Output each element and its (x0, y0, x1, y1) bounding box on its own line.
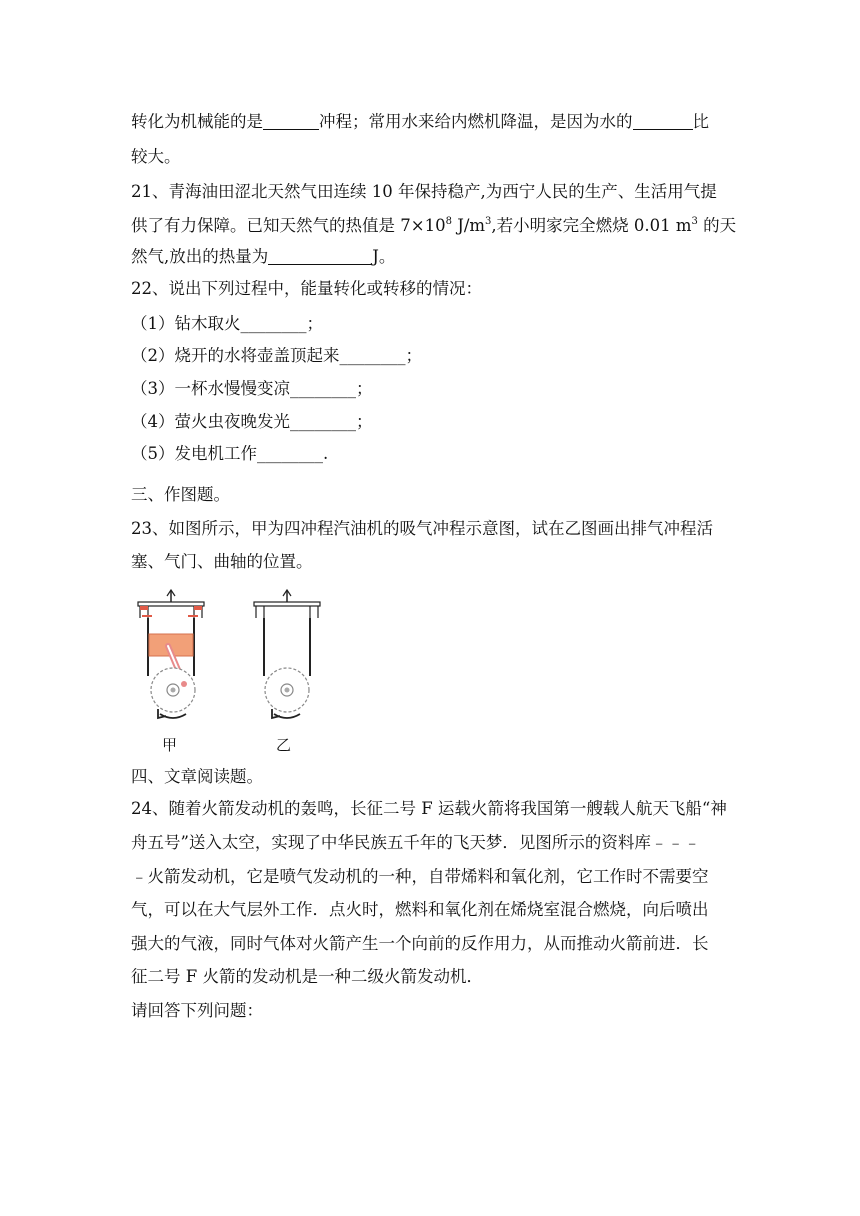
section-3-heading: 三、作图题。 (131, 485, 230, 504)
engine-jia (138, 590, 204, 718)
q23-line-2: 塞、气门、曲轴的位置。 (131, 552, 313, 571)
section-4-heading: 四、文章阅读题。 (131, 767, 263, 786)
q21-text-e: 然气,放出的热量为 (131, 247, 269, 266)
q20-text-c: 比 (692, 112, 709, 131)
q20-line-2: 较大。 (131, 147, 181, 166)
q22-item-5-end: . (323, 444, 329, 463)
engine-diagram (128, 588, 368, 756)
q22-item-4-end: ； (356, 412, 373, 431)
q22-item-1-end: ； (306, 314, 323, 333)
q22-item-2-label: （2）烧开的水将壶盖顶起来 (131, 346, 340, 365)
q24-line-1: 24、随着火箭发动机的轰鸣，长征二号 F 运载火箭将我国第一艘载人航天飞船“神 (131, 799, 727, 818)
q22-item-5 (131, 443, 328, 465)
q24-line-2: 舟五号”送入太空，实现了中华民族五千年的飞天梦．见图所示的资料库﹣﹣﹣ (131, 833, 701, 852)
q21-text-f: J。 (372, 247, 396, 266)
q24-line-5: 强大的气液，同时气体对火箭产生一个向前的反作用力，从而推动火箭前进．长 (131, 934, 709, 953)
q21-text-c: ,若小明家完全燃烧 0.01 m (491, 216, 692, 235)
q21-text-d: 的天 (697, 216, 737, 235)
q21-line-1: 21、青海油田涩北天然气田连续 10 年保持稳产,为西宁人民的生产、生活用气提 (131, 182, 717, 201)
engine-figure (128, 588, 368, 756)
q24-line-4: 气，可以在大气层外工作．点火时，燃料和氧化剂在烯烧室混合燃烧，向后喷出 (131, 900, 709, 919)
q22-item-2-end: ； (405, 346, 422, 365)
q23-line-1: 23、如图所示，甲为四冲程汽油机的吸气冲程示意图，试在乙图画出排气冲程活 (131, 519, 713, 538)
q22-item-5-label: （5）发电机工作 (131, 444, 257, 463)
q24-line-7: 请回答下列问题： (131, 1001, 263, 1020)
q22-stem: 22、说出下列过程中，能量转化或转移的情况： (131, 279, 482, 298)
q21-exp-2: 3 (485, 216, 492, 227)
q21-blank[interactable] (268, 248, 372, 265)
q20-blank-2[interactable] (633, 113, 693, 130)
q24-line-3: ﹣火箭发动机，它是喷气发动机的一种，自带烯料和氧化剂，它工作时不需要空 (131, 867, 709, 886)
q22-item-5-blank[interactable]: ________ (257, 444, 323, 463)
q20-text-a: 转化为机械能的是 (131, 112, 263, 131)
q21-exp-1: 8 (445, 216, 452, 227)
q22-item-1-label: （1）钻木取火 (131, 314, 241, 333)
q22-item-3-label: （3）一杯水慢慢变凉 (131, 379, 290, 398)
q22-item-1-blank[interactable]: ________ (240, 314, 307, 333)
engine-yi (254, 590, 320, 718)
q21-text-b: J/m (451, 216, 486, 235)
q22-item-2-blank[interactable]: ________ (339, 346, 406, 365)
q21-line-2 (131, 215, 736, 237)
q22-item-3 (131, 378, 373, 400)
q22-item-1 (131, 313, 323, 335)
q22-item-4-label: （4）萤火虫夜晚发光 (131, 412, 290, 431)
q24-line-6: 征二号 F 火箭的发动机是一种二级火箭发动机． (131, 967, 483, 986)
q21-text-a: 供了有力保障。已知天然气的热值是 7×10 (131, 216, 446, 235)
caption-yi: 乙 (276, 736, 292, 754)
caption-jia: 甲 (162, 736, 178, 754)
q22-item-3-end: ； (356, 379, 373, 398)
q20-line-1 (131, 111, 709, 133)
q20-text-b: 冲程；常用水来给内燃机降温，是因为水的 (319, 112, 633, 131)
q22-item-4 (131, 411, 373, 433)
q22-item-4-blank[interactable]: ________ (290, 412, 356, 431)
q21-exp-3: 3 (691, 216, 698, 227)
q21-line-3 (131, 246, 395, 268)
q20-blank-1[interactable] (263, 113, 319, 130)
q22-item-3-blank[interactable]: ________ (290, 379, 356, 398)
q22-item-2 (131, 345, 422, 367)
